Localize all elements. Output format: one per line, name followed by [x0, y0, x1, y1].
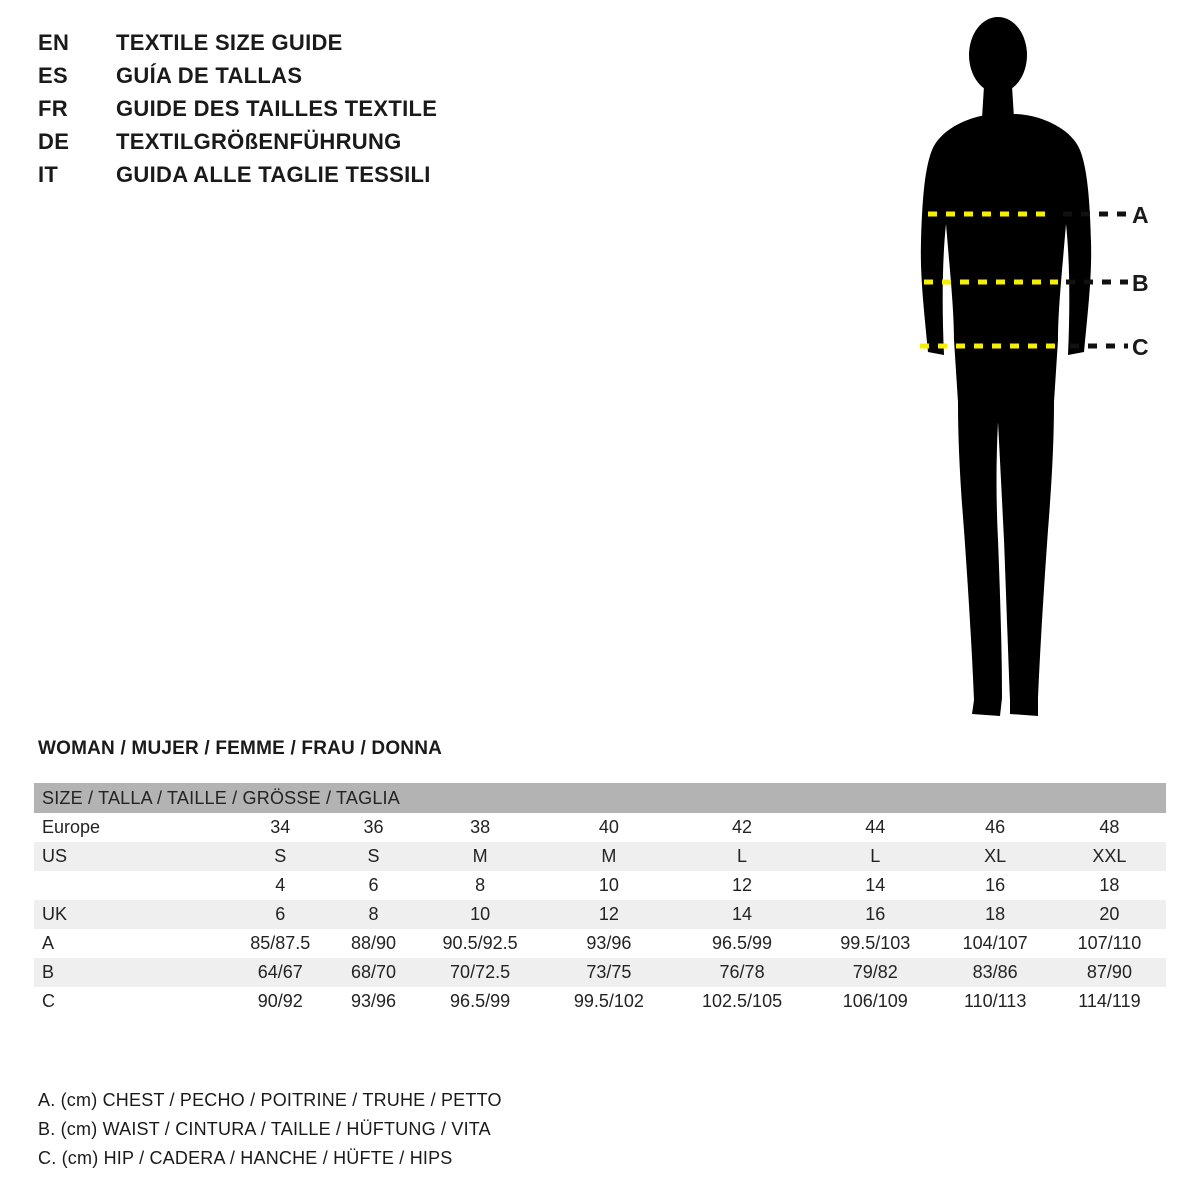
cell: 46: [937, 813, 1052, 842]
table-row: [34, 842, 1166, 871]
cell: 10: [413, 900, 546, 929]
cell: 99.5/103: [813, 929, 937, 958]
cell: 16: [813, 900, 937, 929]
row-label: [34, 871, 227, 900]
cell: 88/90: [334, 929, 414, 958]
cell: 93/96: [334, 987, 414, 1016]
footnote-waist: B. (cm) WAIST / CINTURA / TAILLE / HÜFTUNG / VITA: [38, 1119, 491, 1139]
language-row: [38, 96, 638, 129]
cell: 36: [334, 813, 414, 842]
table-row: [34, 871, 1166, 900]
cell: 64/67: [227, 958, 334, 987]
cell: 90/92: [227, 987, 334, 1016]
cell: 6: [227, 900, 334, 929]
cell: 18: [1053, 871, 1166, 900]
table-row: [34, 987, 1166, 1016]
cell: 90.5/92.5: [413, 929, 546, 958]
table-row: [34, 813, 1166, 842]
table-row: [34, 958, 1166, 987]
cell: 85/87.5: [227, 929, 334, 958]
cell: S: [227, 842, 334, 871]
language-row: [38, 63, 638, 96]
cell: 68/70: [334, 958, 414, 987]
cell: 8: [334, 900, 414, 929]
cell: 87/90: [1053, 958, 1166, 987]
language-code: FR: [38, 96, 68, 121]
cell: 14: [813, 871, 937, 900]
cell: 83/86: [937, 958, 1052, 987]
measure-label-c: C: [1132, 334, 1149, 360]
table-row: [34, 929, 1166, 958]
row-label: Europe: [34, 813, 227, 842]
cell: L: [813, 842, 937, 871]
cell: 4: [227, 871, 334, 900]
cell: 34: [227, 813, 334, 842]
cell: 96.5/99: [671, 929, 813, 958]
cell: 42: [671, 813, 813, 842]
cell: 93/96: [547, 929, 671, 958]
language-title: GUIDA ALLE TAGLIE TESSILI: [116, 162, 431, 187]
cell: 18: [937, 900, 1052, 929]
language-row: [38, 30, 638, 63]
footnote-list: [38, 1090, 838, 1177]
cell: 104/107: [937, 929, 1052, 958]
cell: S: [334, 842, 414, 871]
cell: 99.5/102: [547, 987, 671, 1016]
row-label: A: [34, 929, 227, 958]
cell: 8: [413, 871, 546, 900]
cell: 20: [1053, 900, 1166, 929]
language-row: [38, 162, 638, 195]
cell: 106/109: [813, 987, 937, 1016]
cell: M: [547, 842, 671, 871]
cell: 40: [547, 813, 671, 842]
measurement-figure: [880, 10, 1190, 740]
cell: 102.5/105: [671, 987, 813, 1016]
cell: 114/119: [1053, 987, 1166, 1016]
cell: 16: [937, 871, 1052, 900]
footnote-hip: C. (cm) HIP / CADERA / HANCHE / HÜFTE / HIPS: [38, 1148, 453, 1168]
row-label: C: [34, 987, 227, 1016]
cell: 14: [671, 900, 813, 929]
cell: 12: [671, 871, 813, 900]
cell: 10: [547, 871, 671, 900]
language-title: GUIDE DES TAILLES TEXTILE: [116, 96, 438, 121]
table-header-label: SIZE / TALLA / TAILLE / GRÖSSE / TAGLIA: [34, 783, 1166, 813]
cell: XXL: [1053, 842, 1166, 871]
cell: 12: [547, 900, 671, 929]
measurement-guides: [880, 10, 1190, 740]
cell: 110/113: [937, 987, 1052, 1016]
footnote-chest: A. (cm) CHEST / PECHO / POITRINE / TRUHE / PETTO: [38, 1090, 502, 1110]
cell: 73/75: [547, 958, 671, 987]
language-code: DE: [38, 129, 70, 154]
cell: 96.5/99: [413, 987, 546, 1016]
cell: 70/72.5: [413, 958, 546, 987]
size-table: [34, 783, 1166, 1016]
row-label: B: [34, 958, 227, 987]
measure-label-a: A: [1132, 202, 1149, 228]
language-title: TEXTILGRÖßENFÜHRUNG: [116, 129, 402, 154]
cell: 48: [1053, 813, 1166, 842]
language-code: IT: [38, 162, 59, 187]
cell: 44: [813, 813, 937, 842]
cell: 107/110: [1053, 929, 1166, 958]
language-code: EN: [38, 30, 70, 55]
language-title: GUÍA DE TALLAS: [116, 63, 303, 88]
cell: XL: [937, 842, 1052, 871]
row-label: US: [34, 842, 227, 871]
language-code: ES: [38, 63, 68, 88]
cell: 79/82: [813, 958, 937, 987]
cell: M: [413, 842, 546, 871]
measure-label-b: B: [1132, 270, 1149, 296]
row-label: UK: [34, 900, 227, 929]
language-title-list: [38, 30, 638, 195]
language-row: [38, 129, 638, 162]
table-header-row: [34, 783, 1166, 813]
table-row: [34, 900, 1166, 929]
section-caption: WOMAN / MUJER / FEMME / FRAU / DONNA: [38, 738, 443, 759]
cell: 76/78: [671, 958, 813, 987]
cell: 6: [334, 871, 414, 900]
cell: 38: [413, 813, 546, 842]
cell: L: [671, 842, 813, 871]
language-title: TEXTILE SIZE GUIDE: [116, 30, 343, 55]
